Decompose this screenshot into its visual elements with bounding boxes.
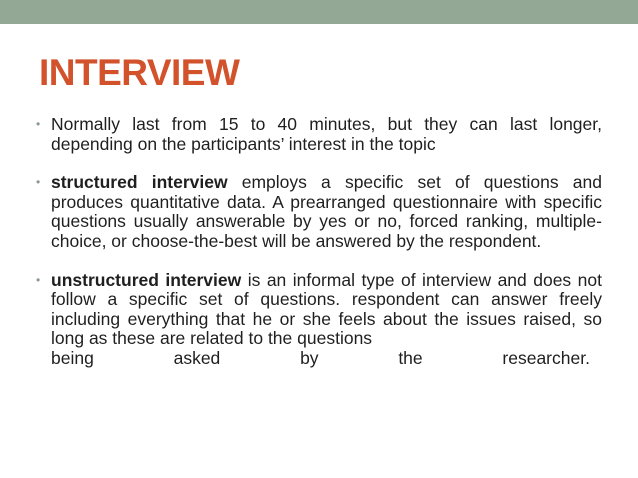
last-line-word: by [300, 347, 319, 368]
bullet-description: employs a specific set of questions and produces quantitative data. A prearranged questionnaire with specific questions usually answerable by yes or no, forced ranking, multiple-choice, or choose-the-best will be answered by the respondent. [51, 172, 602, 251]
last-line-word: researcher. [502, 347, 590, 368]
last-line-word: being [51, 347, 94, 368]
bullet-item-structured [36, 173, 602, 251]
bullet-last-line [51, 349, 602, 369]
last-line-word: asked [173, 347, 221, 368]
bullet-text [51, 270, 602, 349]
last-line-word: the [398, 347, 423, 368]
bullet-term: structured interview [51, 172, 228, 193]
bullet-term: unstructured interview [51, 269, 242, 290]
slide-title: INTERVIEW [39, 52, 240, 93]
bullet-item-unstructured [36, 271, 602, 369]
bullet-text [51, 172, 602, 251]
bullet-description: is an informal type of interview and does not follow a specific set of questions. respondent can answer freely including everything that he or she feels about the issues raised, so long as these are related to the questions [51, 269, 602, 349]
bullet-text: Normally last from 15 to 40 minutes, but they can last longer, depending on the participants’ interest in the topic [51, 114, 602, 154]
bullet-marker: • [36, 175, 41, 190]
bullet-item-duration [36, 115, 602, 154]
bullet-marker: • [36, 272, 41, 287]
bullet-marker: • [36, 117, 41, 131]
top-accent-bar [0, 0, 638, 24]
bullet-list [36, 115, 602, 369]
